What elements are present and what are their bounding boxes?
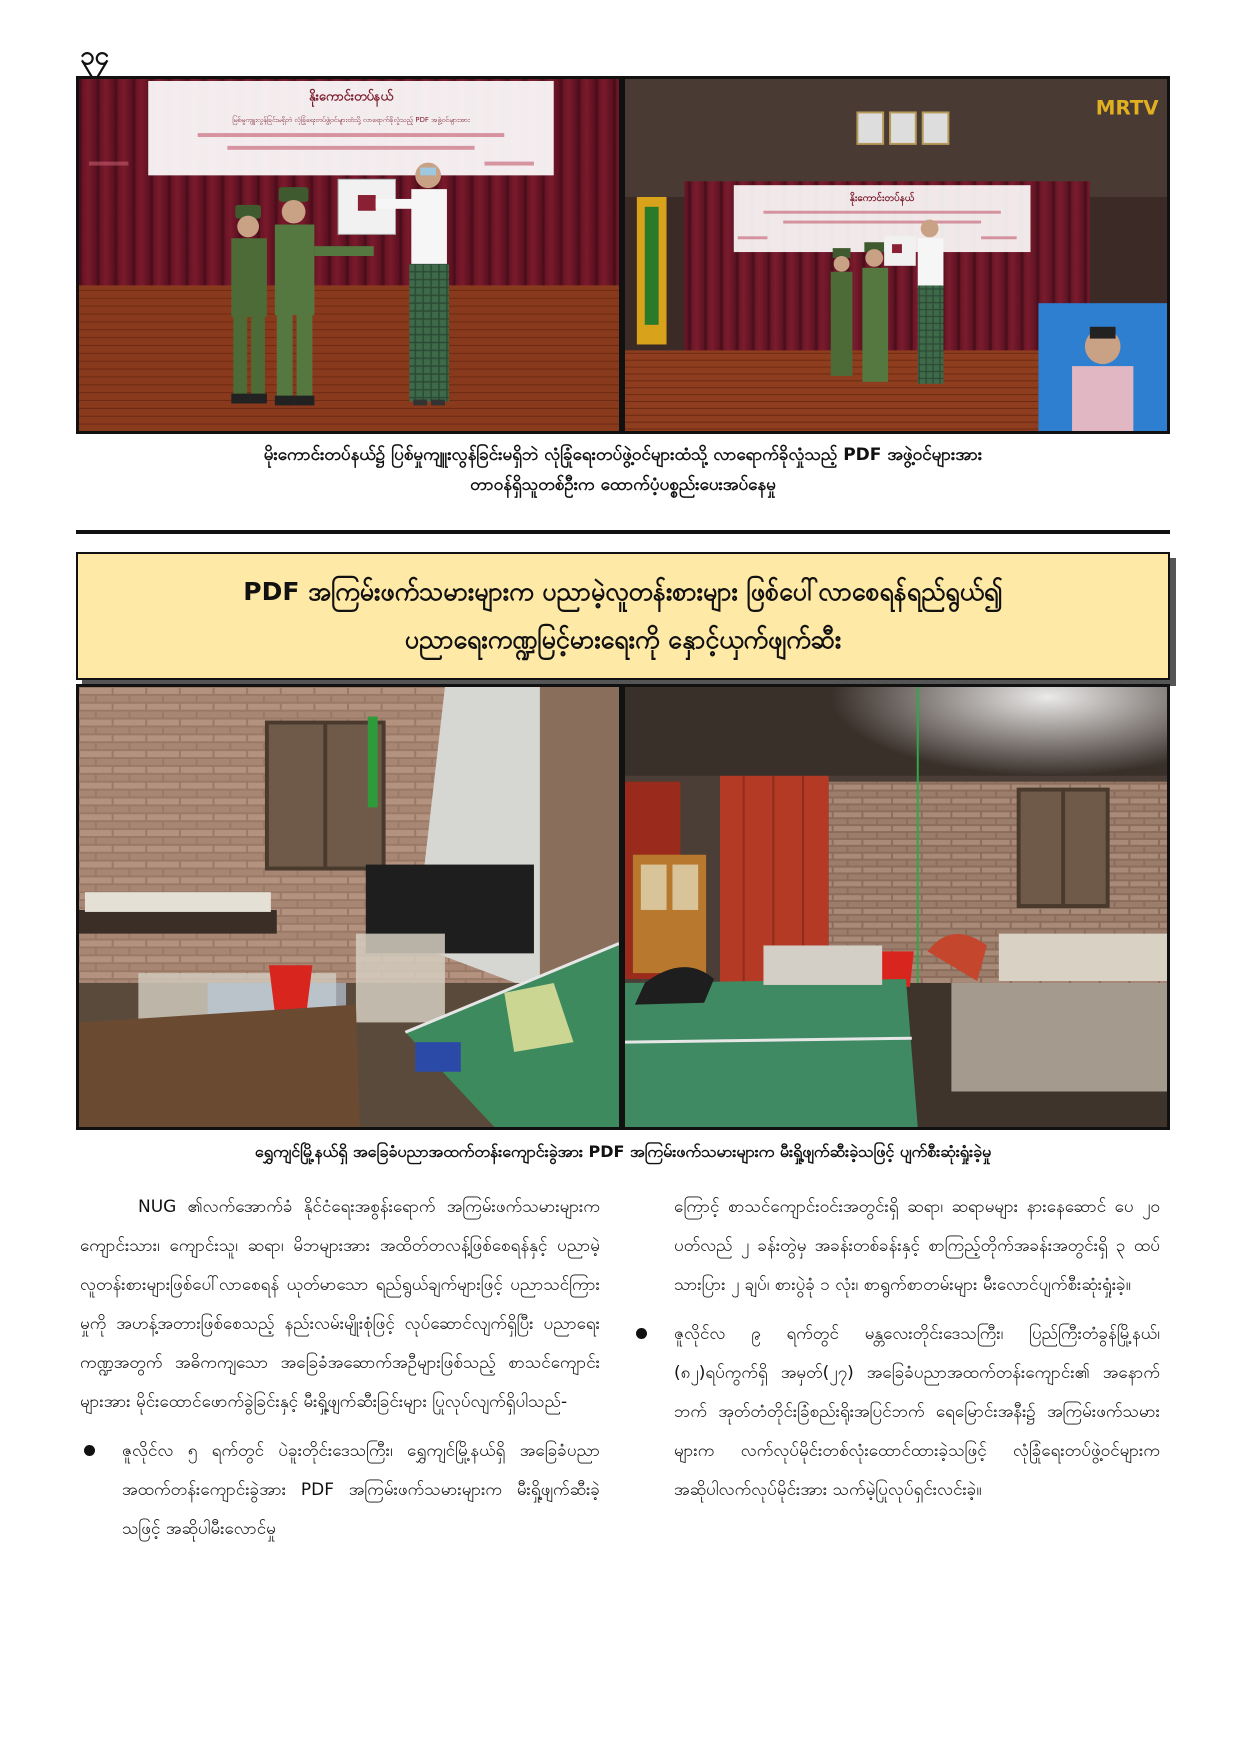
list-item-text: ဇူလိုင်လ ၅ ရက်တွင် ပဲခူးတိုင်းဒေသကြီး၊ ရွှေကျင်မြို့နယ်ရှိ အခြေခံပညာအထက်တန်းကျောင်းခွဲအား PDF အကြမ်းဖက်သမားများက မီးရှို့ဖျက်ဆီးခဲ့သဖြင့် အဆိုပါမီးလောင်မှု (122, 1441, 600, 1539)
banner-title-right: နိုးကောင်းတပ်နယ် (849, 192, 915, 204)
body-left-column (80, 1188, 600, 1549)
section-divider (76, 530, 1170, 534)
top-caption-line-1: မိုးကောင်းတပ်နယ်၌ ပြစ်မှုကျူးလွန်ခြင်းမရှိဘဲ လုံခြုံရေးတပ်ဖွဲ့ဝင်များထံသို့ လာရောက်ခိုလှုံသည့် PDF အဖွဲ့ဝင်များအား (263, 445, 983, 465)
body-right-column (632, 1188, 1160, 1510)
bullet-icon (636, 1328, 647, 1339)
continued-paragraph: ကြောင့် စာသင်ကျောင်းဝင်းအတွင်းရှိ ဆရာ၊ ဆရာမများ နားနေဆောင် ပေ ၂၀ ပတ်လည် ၂ ခန်းတွဲမှ အခန်းတစ်ခန်းနှင့် စာကြည့်တိုက်အခန်းအတွင်းရှိ ၃ ထပ်သားပြား ၂ ချပ်၊ စားပွဲခုံ ၁ လုံး၊ စာရွက်စာတမ်းများ မီးလောင်ပျက်စီးဆုံးရှုံးခဲ့။ (674, 1197, 1160, 1295)
article-headline (76, 552, 1170, 680)
list-item (632, 1315, 1160, 1510)
intro-paragraph: NUG ၏လက်အောက်ခံ နိုင်ငံရေးအစွန်းရောက် အကြမ်းဖက်သမားများက ကျောင်းသား၊ ကျောင်းသူ၊ ဆရာ၊ မိဘများအား အထိတ်တလန့်ဖြစ်စေရန်နှင့် ပညာမဲ့လူတန်းစားများဖြစ်ပေါ်လာစေရန် ယုတ်မာသော ရည်ရွယ်ချက်များဖြင့် ပညာသင်ကြားမှုကို အဟန့်အတားဖြစ်စေသည့် နည်းလမ်းမျိုးစုံဖြင့် လုပ်ဆောင်လျက်ရှိပြီး ပညာရေးကဏ္ဍအတွက် အဓိကကျသော အခြေခံအဆောက်အဦများဖြစ်သည့် စာသင်ကျောင်းများအား မိုင်းထောင်ဖောက်ခွဲခြင်းနှင့် မီးရှို့ဖျက်ဆီးခြင်းများ ပြုလုပ်လျက်ရှိပါသည်- (80, 1197, 600, 1412)
damaged-room-photo-right (622, 684, 1170, 1130)
ceremony-photo-right (622, 76, 1170, 434)
bullet-icon (84, 1445, 95, 1456)
top-caption-line-2: တာဝန်ရှိသူတစ်ဦးက ထောက်ပံ့ပစ္စည်းပေးအပ်နေမှု (470, 475, 776, 495)
banner-title-left: နိုးကောင်းတပ်နယ် (308, 89, 393, 105)
damaged-room-photo-left (76, 684, 622, 1130)
page-number: ၃၄ (80, 41, 110, 71)
top-photo-caption (76, 440, 1170, 500)
banner-subtitle-left: မြစ်မူကျူးလွန်ခြင်းမရှိဘဲ လုံခြုံရေးတပ်ဖွဲ့ဝင်များထံသို့ လာရောက်ခိုလှုံသည့် PDF အဖွဲ့ဝင်များအား (232, 116, 470, 125)
ceremony-photo-left (76, 76, 622, 434)
mrtv-logo: MRTV (1095, 96, 1159, 120)
list-item (80, 1432, 600, 1549)
headline-line-1: PDF အကြမ်းဖက်သမားများက ပညာမဲ့လူတန်းစားများ ဖြစ်ပေါ်လာစေရန်ရည်ရွယ်၍ (243, 577, 1003, 606)
bottom-photo-caption: ရွှေကျင်မြို့နယ်ရှိ အခြေခံပညာအထက်တန်းကျောင်းခွဲအား PDF အကြမ်းဖက်သမားများက မီးရှို့ဖျက်ဆီးခဲ့သဖြင့် ပျက်စီးဆုံးရှုံးခဲ့မှု (254, 1142, 992, 1161)
list-item-text: ဇူလိုင်လ ၉ ရက်တွင် မန္တလေးတိုင်းဒေသကြီး၊ ပြည်ကြီးတံခွန်မြို့နယ်၊ (၈၂)ရပ်ကွက်ရှိ အမှတ်(၂၇) အခြေခံပညာအထက်တန်းကျောင်း၏ အနောက်ဘက် အုတ်တံတိုင်းခြံစည်းရိုးအပြင်ဘက် ရေမြောင်းအနီး၌ အကြမ်းဖက်သမားများက လက်လုပ်မိုင်းတစ်လုံးထောင်ထားခဲ့သဖြင့် လုံခြုံရေးတပ်ဖွဲ့ဝင်များက အဆိုပါလက်လုပ်မိုင်းအား သက်မဲ့ပြုလုပ်ရှင်းလင်းခဲ့။ (674, 1324, 1160, 1500)
headline-line-2: ပညာရေးကဏ္ဍမြင့်မားရေးကို နှောင့်ယှက်ဖျက်ဆီး (404, 625, 842, 654)
